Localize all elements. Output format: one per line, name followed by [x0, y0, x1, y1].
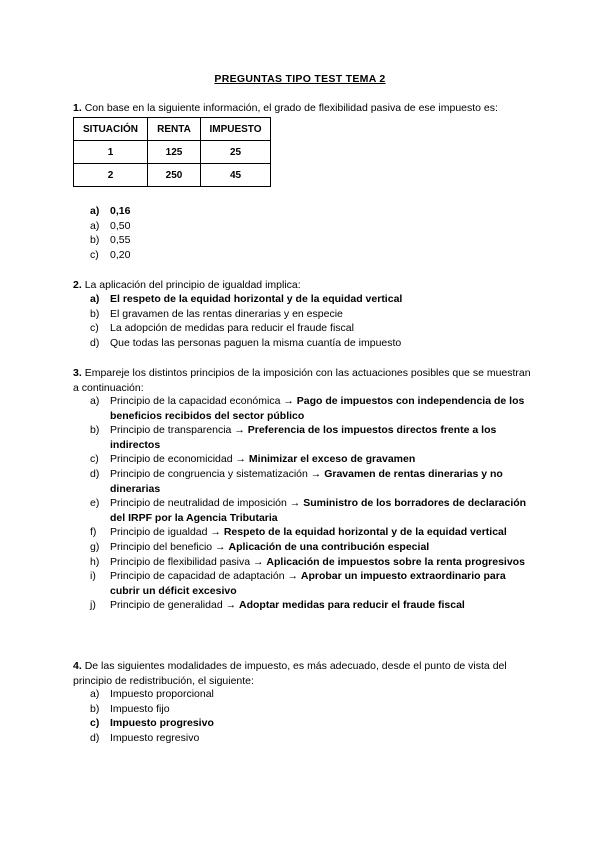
list-item: d) Que todas las personas paguen la misma cuantía de impuesto [90, 336, 402, 349]
list-item: j) Principio de generalidad → Adoptar medidas para reducir el fraude fiscal [90, 599, 465, 612]
table-cell: 45 [201, 164, 271, 187]
list-item: h) Principio de flexibilidad pasiva → Aplicación de impuestos sobre la renta progresivos [90, 555, 525, 568]
question-1-options [90, 204, 530, 262]
table-header-row [74, 118, 271, 141]
table-header: SITUACIÓN [74, 118, 148, 141]
table-row [74, 141, 271, 164]
list-item: g) Principio del beneficio → Aplicación de una contribución especial [90, 540, 430, 553]
question-number: 1. [73, 102, 82, 114]
question-1 [73, 101, 533, 116]
question-text: Con base en la siguiente información, el grado de flexibilidad pasiva de ese impuesto es: [84, 102, 498, 114]
list-item: a) Principio de la capacidad económica → Pago de impuestos con independencia de los beneficios recibidos del sector público [90, 395, 525, 422]
list-item: c) La adopción de medidas para reducir el fraude fiscal [90, 322, 354, 335]
table-cell: 1 [74, 141, 148, 164]
list-item: c) Principio de economicidad → Minimizar el exceso de gravamen [90, 453, 416, 466]
list-item: d) Impuesto regresivo [90, 731, 200, 744]
data-table [73, 117, 271, 187]
table-header: RENTA [148, 118, 201, 141]
list-item: i) Principio de capacidad de adaptación → Aprobar un impuesto extraordinario para cubrir un déficit excesivo [90, 570, 506, 597]
list-item: c) 0,20 [90, 248, 131, 261]
list-item: b) 0,55 [90, 234, 131, 247]
question-2: 2. La aplicación del principio de igualdad implica: [73, 279, 301, 291]
list-item: b) Principio de transparencia → Preferencia de los impuestos directos frente a los indirectos [90, 424, 497, 451]
table-cell: 2 [74, 164, 148, 187]
question-4: 4. De las siguientes modalidades de impuesto, es más adecuado, desde el punto de vista del principio de redistribución, el siguiente: [73, 660, 507, 687]
table-cell: 250 [148, 164, 201, 187]
question-3: 3. Empareje los distintos principios de la imposición con las actuaciones posibles que se muestran a continuación: [73, 367, 531, 394]
page-title: PREGUNTAS TIPO TEST TEMA 2 [214, 73, 386, 85]
list-item: d) Principio de congruencia y sistematización → Gravamen de rentas dinerarias y no dinerarias [90, 467, 503, 495]
table-cell: 125 [148, 141, 201, 164]
list-item: e) Principio de neutralidad de imposición → Suministro de los borradores de declaración del IRPF por la Agencia Tributaria [90, 497, 527, 524]
list-item: a) 0,16 [90, 205, 131, 217]
question-4-options [90, 687, 530, 745]
list-item: c) Impuesto progresivo [90, 717, 214, 730]
question-2-options [90, 292, 530, 350]
table-row [74, 164, 271, 187]
list-item: a) El respeto de la equidad horizontal y de la equidad vertical [90, 293, 403, 305]
list-item: b) El gravamen de las rentas dinerarias y en especie [90, 307, 343, 320]
list-item: a) Impuesto proporcional [90, 688, 214, 700]
list-item: a) 0,50 [90, 219, 131, 232]
question-3-options [90, 394, 530, 613]
table-header: IMPUESTO [201, 118, 271, 141]
table-cell: 25 [201, 141, 271, 164]
list-item: b) Impuesto fijo [90, 702, 170, 715]
list-item: f) Principio de igualdad → Respeto de la equidad horizontal y de la equidad vertical [90, 526, 507, 539]
